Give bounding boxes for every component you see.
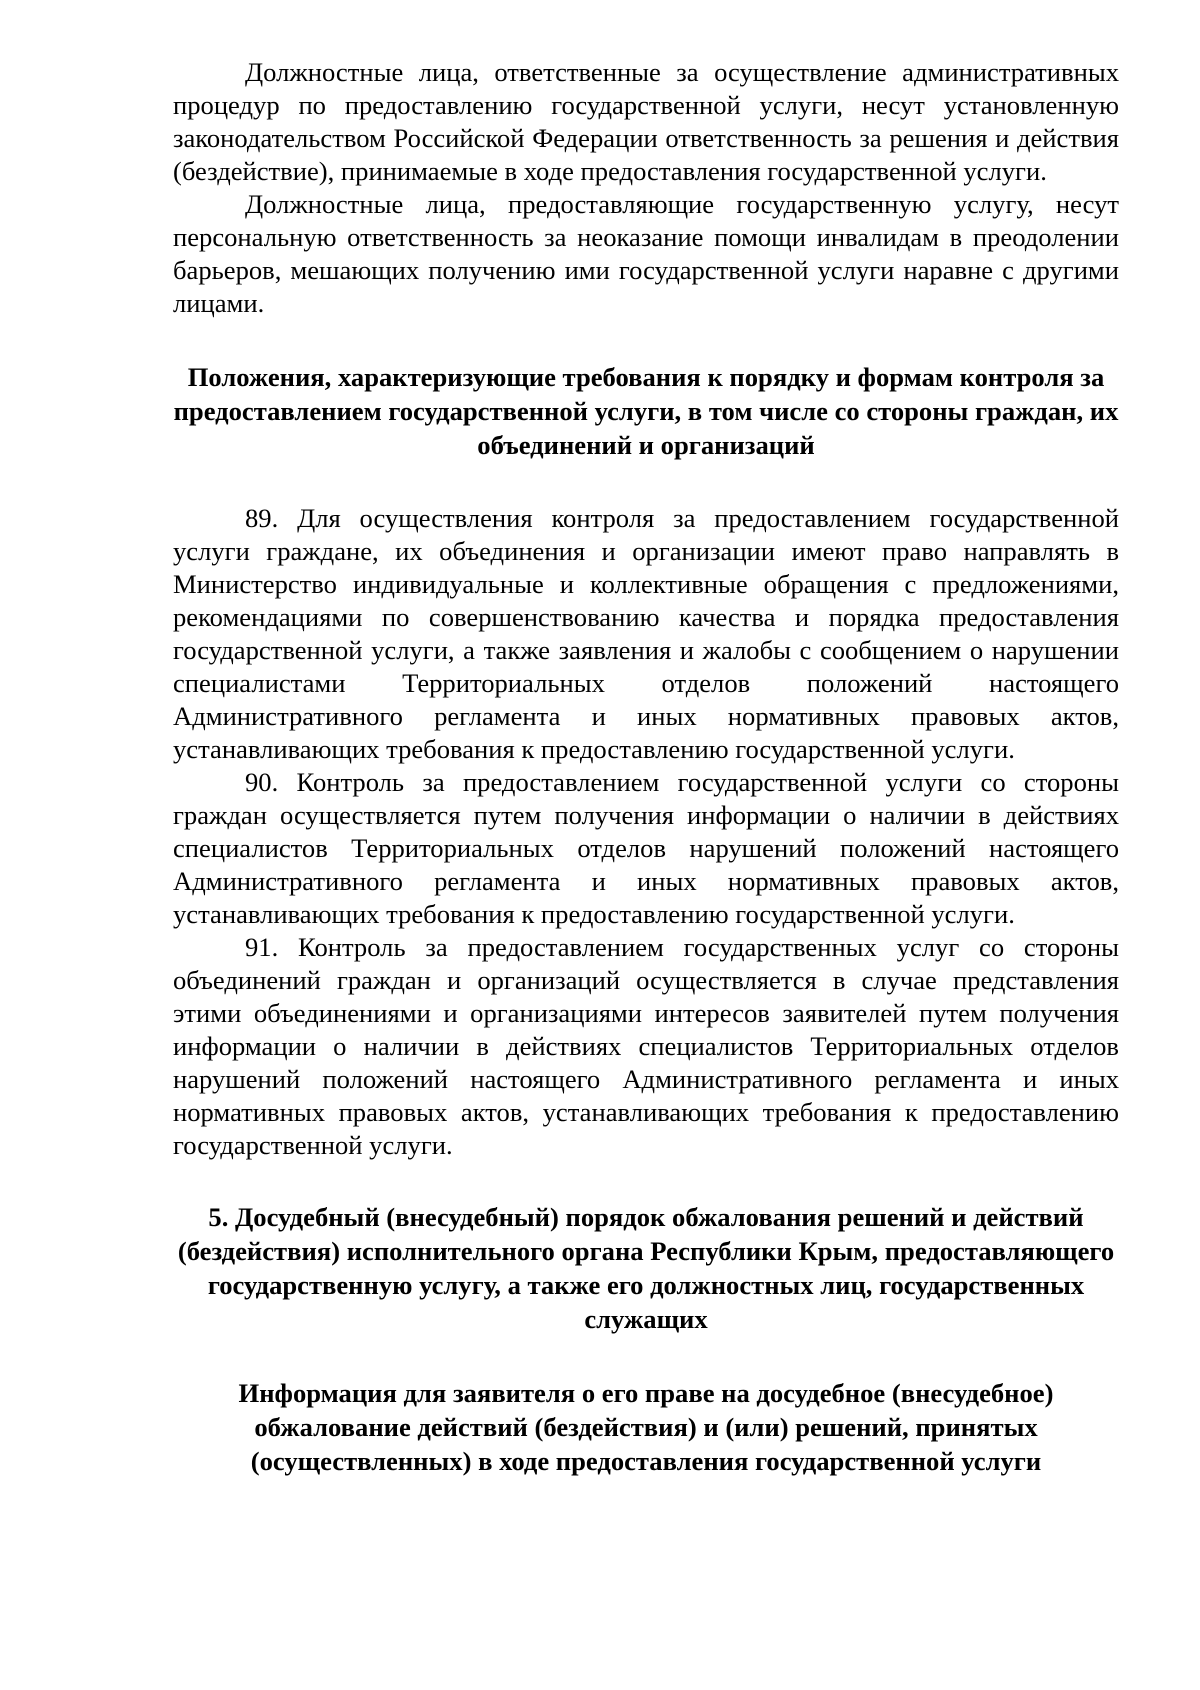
document-body — [173, 56, 1119, 1478]
heading-control-requirements: Положения, характеризующие требования к порядку и формам контроля за предоставлением государственной услуги, в том числе со стороны граждан, их объединений и организаций — [173, 362, 1119, 460]
heading-section-5: 5. Досудебный (внесудебный) порядок обжалования решений и действий (бездействия) исполнительного органа Республики Крым, предоставляющего государственную услугу, а также его должностных лиц, государственных служащих — [177, 1202, 1115, 1334]
paragraph-91: 91. Контроль за предоставлением государственных услуг со стороны объединений граждан и организаций осуществляется в случае представления этими объединениями и организациями интересов заявителей путем получения информации о наличии в действиях специалистов Территориальных отделов нарушений положений настоящего Административного регламента и иных нормативных правовых актов, устанавливающих требования к предоставлению государственной услуги. — [173, 932, 1119, 1160]
paragraph-officials-responsibility: Должностные лица, ответственные за осуществление административных процедур по предоставлению государственной услуги, несут установленную законодательством Российской Федерации ответственность за решения и действия (бездействие), принимаемые в ходе предоставления государственной услуги. — [173, 57, 1119, 186]
paragraph-officials-disability-assistance: Должностные лица, предоставляющие государственную услугу, несут персональную ответственность за неоказание помощи инвалидам в преодолении барьеров, мешающих получению ими государственной услуги наравне с другими лицами. — [173, 189, 1119, 318]
paragraph-90: 90. Контроль за предоставлением государственной услуги со стороны граждан осуществляется путем получения информации о наличии в действиях специалистов Территориальных отделов нарушений положений настоящего Административного регламента и иных нормативных правовых актов, устанавливающих требования к предоставлению государственной услуги. — [173, 767, 1119, 929]
heading-appeal-information: Информация для заявителя о его праве на досудебное (внесудебное) обжалование действий (бездействия) и (или) решений, принятых (осуществленных) в ходе предоставления государственной услуги — [238, 1378, 1054, 1476]
paragraph-89: 89. Для осуществления контроля за предоставлением государственной услуги граждане, их объединения и организации имеют право направлять в Министерство индивидуальные и коллективные обращения с предложениями, рекомендациями по совершенствованию качества и порядка предоставления государственной услуги, а также заявления и жалобы с сообщением о нарушении специалистами Территориальных отделов положений настоящего Административного регламента и иных нормативных правовых актов, устанавливающих требования к предоставлению государственной услуги. — [173, 503, 1119, 764]
